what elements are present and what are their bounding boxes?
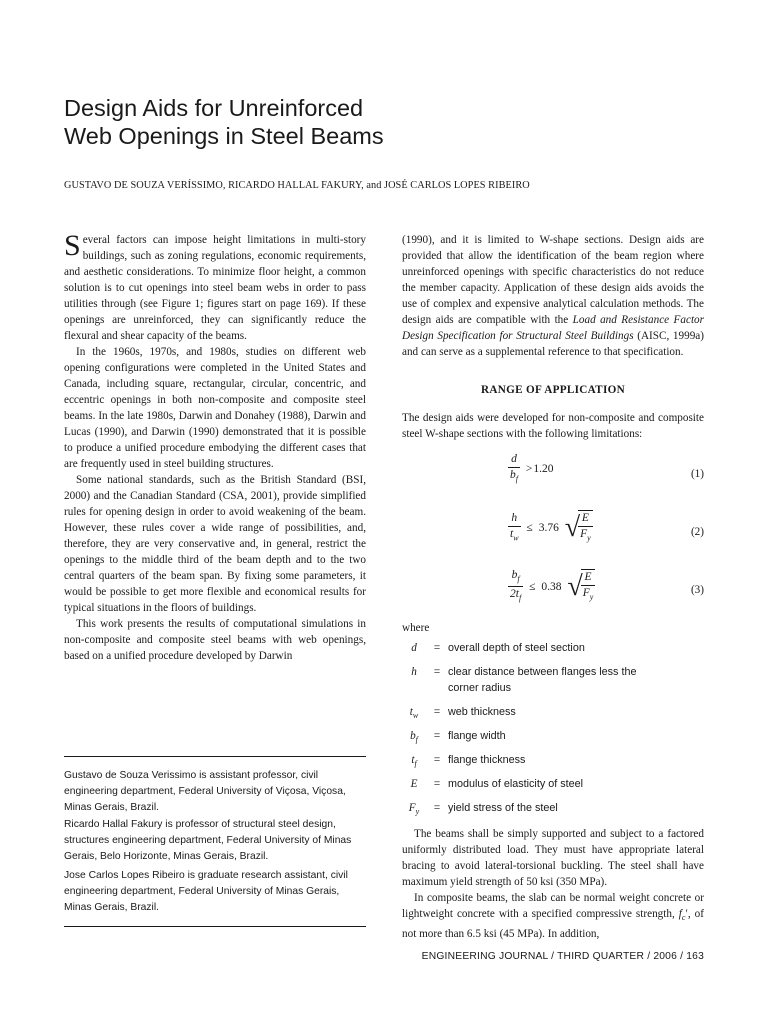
- equation-1-label: (1): [690, 468, 704, 480]
- symbol-row: E = modulus of elasticity of steel: [410, 778, 584, 790]
- paragraph-intro: Several factors can impose height limitations in multi-story buildings, such as zoning regulations, economic requirements, and aesthetic considerations. To minimize floor height, a common solution is to cut openings into steel beam webs in order to pass utilities through (see Figure 1; figures start on page 169). If these openings are unreinforced, they can significantly reduce the flexural and shear capacity of the beams.: [64, 229, 366, 342]
- equation-2-label: (2): [690, 526, 704, 538]
- paragraph-standards: Some national standards, such as the British Standard (BSI, 2000) and the Canadian Standard (CSA, 2001), provide simplified rules for opening design in order to avoid weakening of the beam. However, these rules cover a wide range of possibilities, and, therefore, they are very conservative and, in general, restrict the openings to the middle third of the beam depth and to the two central quarters of the beam span. By fixing some parameters, it would be possible to get more flexible and economical results for typical situations in the floors of buildings.: [64, 474, 366, 614]
- symbol-row: h = clear distance between flanges less the corner radius: [411, 666, 637, 694]
- title-line-2: Web Openings in Steel Beams: [64, 123, 384, 149]
- symbol-row: $b_f$ = flange width: [410, 730, 506, 745]
- where-label: where: [402, 622, 430, 634]
- symbol-row: $t_w$ = web thickness: [409, 706, 516, 721]
- right-column: [402, 232, 704, 942]
- equation-1: $\frac{d}{b_f}$ >1.20 (1): [510, 453, 704, 484]
- section-heading-range: RANGE OF APPLICATION: [481, 384, 625, 396]
- author-list: GUSTAVO DE SOUZA VERÍSSIMO, RICARDO HALLAL FAKURY, and JOSÉ CARLOS LOPES RIBEIRO: [64, 180, 530, 191]
- footnote-rule-bottom: [64, 926, 366, 927]
- equation-2: $\frac{h}{t_w}$ ≤ 3.76 √ $\frac{E}{F_y}$ (2): [402, 510, 704, 556]
- title-line-1: Design Aids for Unreinforced: [64, 95, 364, 121]
- paragraph-limitations: The design aids were developed for non-composite and composite steel W-shape sections with the following limitations:: [402, 412, 704, 440]
- symbol-list: [402, 640, 704, 824]
- symbol-row: d = overall depth of steel section: [411, 642, 585, 654]
- equation-3-label: (3): [690, 584, 704, 596]
- drop-cap: S: [64, 229, 81, 262]
- paragraph-this-work: This work presents the results of computational simulations in non-composite and composite steel beams with web openings, based on a unified procedure developed by Darwin: [64, 618, 366, 662]
- symbol-row: $t_f$ = flange thickness: [411, 754, 526, 769]
- footnote-rule-top: [64, 756, 366, 757]
- equation-3: $\frac{b_f}{2t_f}$ ≤ 0.38 √ $\frac{E}{F_y}$ (3): [510, 569, 704, 603]
- author-bio-2: Ricardo Hallal Fakury is professor of structural steel design, structures engineering department, Federal University of Minas Gerais, Belo Horizonte, Minas Gerais, Brazil.: [64, 819, 352, 862]
- symbol-row: $F_y$ = yield stress of the steel: [408, 802, 558, 817]
- article-title: [64, 94, 704, 150]
- paragraph-composite: In composite beams, the slab can be normal weight concrete or lightweight concrete with a specified compressive strength, $f_c'$, of not more than 6.5 ksi (45 MPa). In addition,: [402, 892, 704, 941]
- author-bio-3: Jose Carlos Lopes Ribeiro is graduate research assistant, civil engineering department, Federal University of Minas Gerais, Minas Gerais, Brazil.: [64, 870, 348, 913]
- left-column: [64, 229, 366, 664]
- author-bio-1: Gustavo de Souza Verissimo is assistant professor, civil engineering department, Federal University of Viçosa, Viçosa, Minas Gerais, Brazil.: [64, 770, 346, 813]
- paragraph-scope: (1990), and it is limited to W-shape sections. Design aids are provided that allow the identification of the beam region where unreinforced openings with specific characteristics do not reduce the member capacity. Application of these design aids avoids the use of complex and expensive analytical calculation methods. The design aids are compatible with the Load and Resistance Factor Design Specification for Structural Steel Buildings (AISC, 1999a) and can serve as a supplemental reference to that specification.: [402, 234, 705, 358]
- paragraph-beam-conditions: The beams shall be simply supported and subject to a factored uniformly distributed load. They must have appropriate lateral bracing to avoid lateral-torsional buckling. The steel shall have maximum yield strength of 50 ksi (350 MPa).: [402, 828, 704, 888]
- paragraph-history: In the 1960s, 1970s, and 1980s, studies on different web opening configurations were completed in the United States and Canada, including square, rectangular, circular, concentric, and eccentric openings in both non-composite and composite steel beams. In the late 1980s, Darwin and Donahey (1988), Darwin and Lucas (1990), and Darwin (1990) demonstrated that it is possible to produce a unified procedure embodying the different cases that are frequently used in steel building structures.: [64, 346, 366, 470]
- page-footer: ENGINEERING JOURNAL / THIRD QUARTER / 2006 / 163: [421, 951, 704, 962]
